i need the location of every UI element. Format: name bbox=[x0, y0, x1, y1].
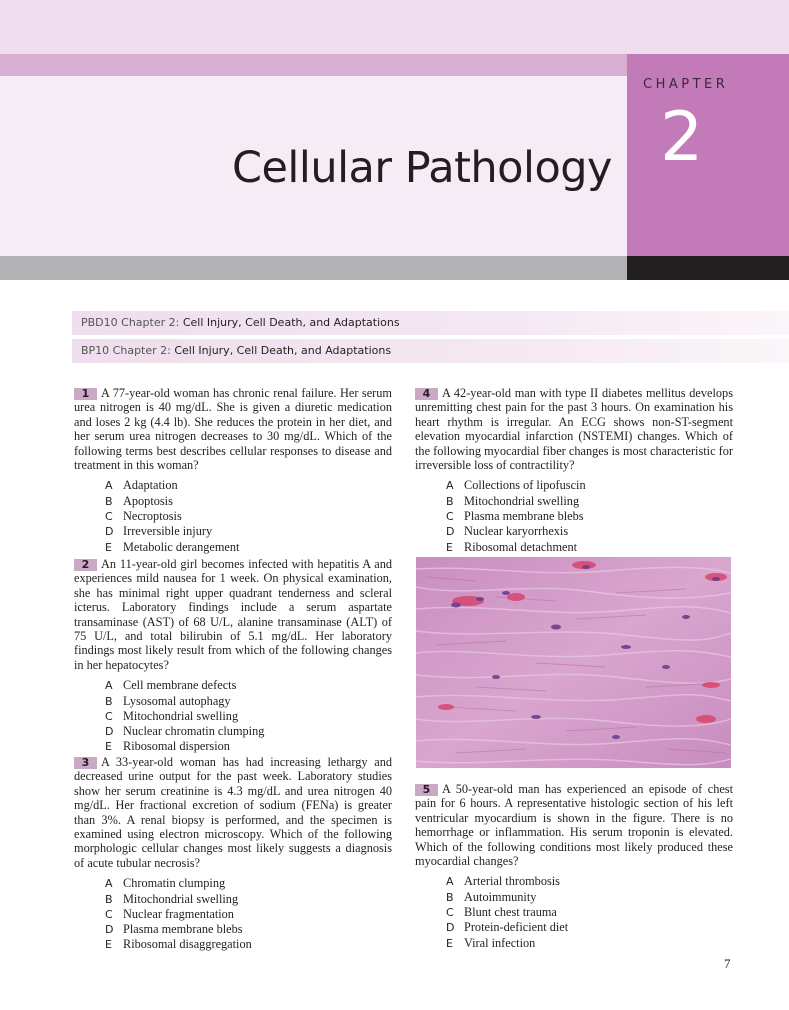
option-letter: B bbox=[105, 494, 113, 508]
option-text: Mitochondrial swelling bbox=[123, 708, 239, 723]
question-number-badge: 1 bbox=[74, 388, 97, 400]
option-text: Ribosomal dispersion bbox=[123, 739, 230, 754]
question-1 bbox=[74, 386, 392, 555]
question-stem bbox=[415, 782, 733, 868]
option-letter: A bbox=[446, 875, 454, 889]
option-letter: E bbox=[105, 938, 112, 952]
answer-option[interactable] bbox=[105, 709, 392, 724]
question-text: An 11-year-old girl becomes infected with hepatitis A and experiences mild nausea for 1 week. On physical examination, she has minimal right upper quadrant tenderness and scleral icterus. Laboratory findings include a serum aspartate transaminase (AST) of 68 U/L, alanine transaminase (ALT) of 75 U/L, and total bilirubin of 5.1 mg/dL. Her laboratory findings most likely result from which of the following changes in her hepatocytes? bbox=[74, 557, 392, 672]
question-stem bbox=[74, 557, 392, 672]
option-letter: B bbox=[105, 892, 113, 906]
histology-micrograph-icon bbox=[416, 557, 731, 768]
option-letter: D bbox=[105, 525, 114, 539]
answer-option[interactable] bbox=[105, 494, 392, 509]
option-text: Nuclear fragmentation bbox=[123, 906, 234, 921]
question-text: A 50-year-old man has experienced an episode of chest pain for 6 hours. A representative histologic section of his left ventricular myocardium is shown in the figure. There is no hemorrhage or inflammation. His serum troponin is elevated. Which of the following conditions most likely produced these myocardial changes? bbox=[415, 782, 733, 869]
option-letter: A bbox=[105, 679, 113, 693]
option-text: Lysosomal autophagy bbox=[123, 693, 231, 708]
option-letter: D bbox=[446, 525, 455, 539]
option-letter: E bbox=[105, 740, 112, 754]
option-text: Cell membrane defects bbox=[123, 678, 237, 693]
question-text: A 42-year-old man with type II diabetes mellitus develops unremitting chest pain for the past 3 hours. On examination his heart rhythm is irregular. An ECG shows non-ST-segment elevation myocardial infarction (NSTEMI) changes. Which of the following myocardial fiber changes is most characteristic for irreversible loss of contractility? bbox=[415, 386, 733, 473]
question-stem bbox=[415, 386, 733, 472]
option-letter: C bbox=[105, 510, 113, 524]
answer-option[interactable] bbox=[446, 494, 733, 509]
question-stem bbox=[74, 755, 392, 870]
option-text: Plasma membrane blebs bbox=[123, 922, 243, 937]
reference-prefix: BP10 Chapter 2: bbox=[81, 344, 171, 357]
option-text: Apoptosis bbox=[123, 493, 173, 508]
option-letter: C bbox=[105, 907, 113, 921]
option-text: Metabolic derangement bbox=[123, 539, 240, 554]
answer-options bbox=[446, 478, 733, 554]
option-text: Blunt chest trauma bbox=[464, 905, 557, 920]
reference-bar-bp10 bbox=[72, 339, 789, 363]
answer-option[interactable] bbox=[105, 739, 392, 754]
answer-option[interactable] bbox=[446, 478, 733, 493]
answer-option[interactable] bbox=[446, 920, 733, 935]
answer-option[interactable] bbox=[446, 524, 733, 539]
answer-option[interactable] bbox=[446, 874, 733, 889]
option-text: Chromatin clumping bbox=[123, 876, 226, 891]
question-number-badge: 3 bbox=[74, 757, 97, 769]
option-text: Nuclear karyorrhexis bbox=[464, 524, 569, 539]
page-number: 7 bbox=[724, 956, 731, 971]
question-number-badge: 5 bbox=[415, 784, 438, 796]
reference-text: Cell Injury, Cell Death, and Adaptations bbox=[182, 316, 400, 329]
answer-option[interactable] bbox=[105, 892, 392, 907]
option-letter: D bbox=[105, 923, 114, 937]
option-letter: C bbox=[105, 709, 113, 723]
chapter-number: 2 bbox=[660, 98, 704, 177]
option-letter: B bbox=[446, 890, 454, 904]
page-title: Cellular Pathology bbox=[231, 143, 612, 193]
option-text: Ribosomal detachment bbox=[464, 539, 578, 554]
answer-option[interactable] bbox=[105, 907, 392, 922]
question-number-badge: 2 bbox=[74, 559, 97, 571]
answer-option[interactable] bbox=[446, 540, 733, 555]
option-text: Ribosomal disaggregation bbox=[123, 937, 252, 952]
answer-option[interactable] bbox=[105, 922, 392, 937]
question-4 bbox=[415, 386, 733, 555]
answer-option[interactable] bbox=[105, 937, 392, 952]
option-text: Mitochondrial swelling bbox=[123, 891, 239, 906]
answer-option[interactable] bbox=[446, 509, 733, 524]
header-top-band bbox=[0, 0, 789, 54]
option-text: Collections of lipofuscin bbox=[464, 478, 586, 493]
option-letter: D bbox=[105, 725, 114, 739]
reference-bar-pbd10 bbox=[72, 311, 789, 335]
option-text: Necroptosis bbox=[123, 509, 182, 524]
option-text: Plasma membrane blebs bbox=[464, 509, 584, 524]
answer-option[interactable] bbox=[446, 905, 733, 920]
option-text: Viral infection bbox=[464, 935, 536, 950]
option-letter: E bbox=[446, 936, 453, 950]
chapter-box-footer bbox=[627, 256, 789, 280]
option-text: Protein-deficient diet bbox=[464, 920, 569, 935]
answer-option[interactable] bbox=[105, 724, 392, 739]
option-letter: A bbox=[105, 877, 113, 891]
option-letter: E bbox=[446, 540, 453, 554]
option-letter: A bbox=[446, 479, 454, 493]
question-5 bbox=[415, 782, 733, 951]
answer-option[interactable] bbox=[105, 540, 392, 555]
header-pink-band bbox=[0, 54, 627, 76]
question-text: A 77-year-old woman has chronic renal failure. Her serum urea nitrogen is 40 mg/dL. She is given a diuretic medication and loses 2 kg (4.4 lb). She reduces the protein in her diet, and her serum urea nitrogen decreases to 30 mg/dL. Which of the following terms best describes cellular responses to disease and treatment in this woman? bbox=[74, 386, 392, 473]
option-letter: E bbox=[105, 540, 112, 554]
answer-option[interactable] bbox=[446, 936, 733, 951]
chapter-label: CHAPTER bbox=[643, 77, 729, 92]
option-letter: B bbox=[446, 494, 454, 508]
option-text: Autoimmunity bbox=[464, 889, 537, 904]
answer-option[interactable] bbox=[105, 509, 392, 524]
option-text: Adaptation bbox=[123, 478, 178, 493]
option-letter: C bbox=[446, 510, 454, 524]
option-letter: B bbox=[105, 694, 113, 708]
option-text: Nuclear chromatin clumping bbox=[123, 724, 265, 739]
answer-option[interactable] bbox=[446, 890, 733, 905]
answer-options bbox=[105, 876, 392, 952]
option-text: Arterial thrombosis bbox=[464, 874, 560, 889]
question-2 bbox=[74, 557, 392, 755]
option-text: Irreversible injury bbox=[123, 524, 213, 539]
answer-options bbox=[105, 678, 392, 754]
answer-option[interactable] bbox=[105, 876, 392, 891]
reference-prefix: PBD10 Chapter 2: bbox=[81, 316, 180, 329]
question-3 bbox=[74, 755, 392, 953]
answer-option[interactable] bbox=[105, 694, 392, 709]
option-letter: D bbox=[446, 921, 455, 935]
answer-options bbox=[446, 874, 733, 950]
header-gray-band bbox=[0, 256, 627, 280]
answer-option[interactable] bbox=[105, 678, 392, 693]
answer-option[interactable] bbox=[105, 478, 392, 493]
answer-options bbox=[105, 478, 392, 554]
question-stem bbox=[74, 386, 392, 472]
answer-option[interactable] bbox=[105, 524, 392, 539]
option-letter: A bbox=[105, 479, 113, 493]
question-text: A 33-year-old woman has had increasing lethargy and decreased urine output for the past week. Laboratory studies show her serum creatinine is 4.3 mg/dL and urea nitrogen 40 mg/dL. Her fractional excretion of sodium (FENa) is greater than 3%. A renal biopsy is performed, and the specimen is examined using electron microscopy. Which of the following morphologic cellular changes most likely suggests a diagnosis of acute tubular necrosis? bbox=[74, 755, 392, 870]
option-letter: C bbox=[446, 906, 454, 920]
reference-text: Cell Injury, Cell Death, and Adaptations bbox=[174, 344, 392, 357]
question-number-badge: 4 bbox=[415, 388, 438, 400]
option-text: Mitochondrial swelling bbox=[464, 493, 580, 508]
